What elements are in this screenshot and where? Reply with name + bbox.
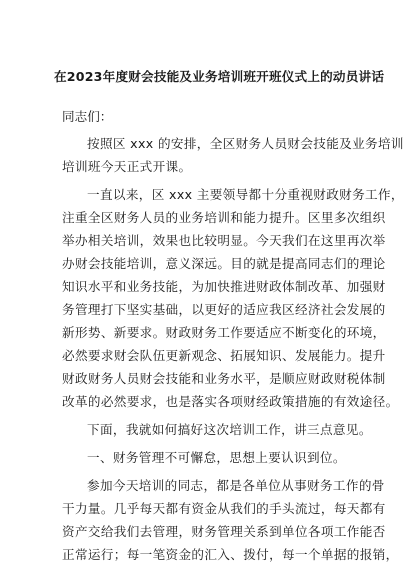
text-line: 新形势、新要求。财政财务工作要适应不断变化的环境， (62, 325, 386, 340)
paragraph-3 (62, 418, 372, 441)
document-title: 在2023年度财会技能及业务培训班开班仪式上的动员讲话 (54, 69, 385, 84)
text-line: 资产交给我们去管理，财务管理关系到单位各项工作能否 (62, 524, 386, 539)
paragraph-4 (62, 474, 399, 566)
text-line: 注重全区财务人员的业务培训和能力提升。区里多次组织 (62, 210, 386, 225)
text-line: 办财会技能培训，意义深远。目的就是提高同志们的理论 (62, 256, 386, 271)
text-line: 必然要求财会队伍更新观念、拓展知识、发展能力。提升 (62, 348, 386, 363)
text-line: 财政财务人员财会技能和业务水平，是顺应财政财税体制 (62, 371, 386, 386)
text-line: 一直以来，区 xxx 主要领导都十分重视财政财务工作， (87, 187, 404, 202)
text-line: 务管理打下坚实基础，以更好的适应我区经济社会发展的 (62, 302, 386, 317)
text-line: 干力量。几乎每天都有资金从我们的手头流过，每天都有 (62, 501, 386, 516)
text-line: 正常运行；每一笔资金的汇入、拨付，每一个单据的报销， (62, 547, 399, 562)
section-heading-1 (62, 446, 358, 469)
text-line: 知识水平和业务技能，为加快推进财政体制改革、加强财 (62, 279, 386, 294)
paragraph-1 (62, 132, 404, 178)
greeting: 同志们： (62, 109, 113, 124)
text-line: 一、财务管理不可懈怠，思想上要认识到位。 (87, 450, 346, 465)
text-line: 下面，我就如何搞好这次培训工作，讲三点意见。 (87, 422, 372, 437)
text-line: 举办相关培训，效果也比较明显。今天我们在这里再次举 (62, 233, 386, 248)
text-line: 改革的必然要求，也是落实各项财经政策措施的有效途径。 (62, 394, 399, 409)
text-line: 参加今天培训的同志，都是各单位从事财务工作的骨 (87, 478, 385, 493)
text-line: 按照区 xxx 的安排，全区财务人员财会技能及业务培训 (87, 136, 404, 151)
text-line: 培训班今天正式开课。 (62, 159, 192, 174)
paragraph-2 (62, 183, 404, 413)
